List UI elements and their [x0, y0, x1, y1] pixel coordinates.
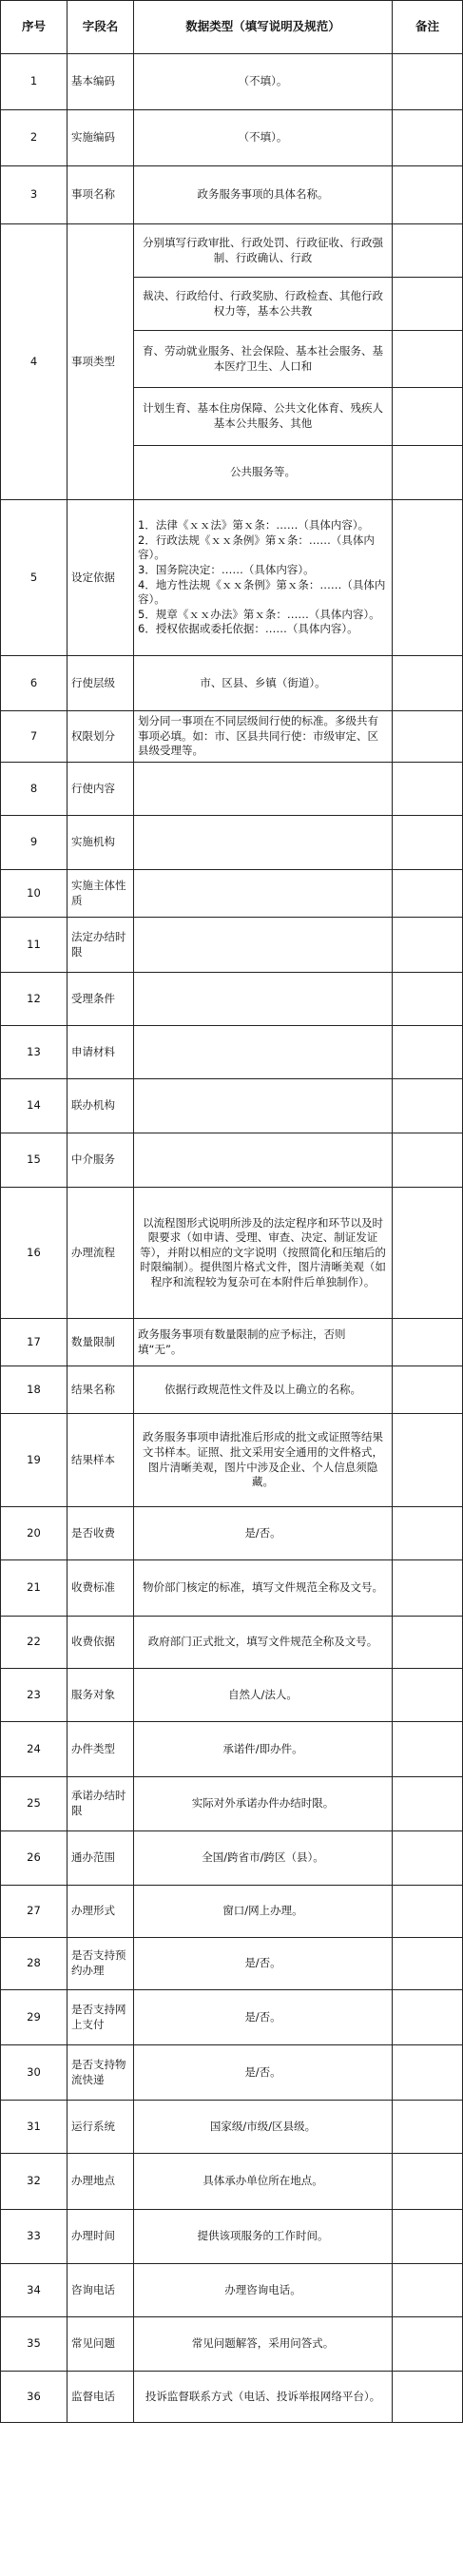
legal-basis-line: 4．地方性法规《ｘｘ条例》第ｘ条：……（具体内容）。 [138, 577, 386, 607]
row-note [393, 1722, 463, 1777]
row-description: 是/否。 [134, 2045, 393, 2101]
row-number: 13 [1, 1026, 68, 1079]
row-number: 7 [1, 711, 68, 763]
row-description [134, 1026, 393, 1079]
row-description: 依据行政规范性文件及以上确立的名称。 [134, 1366, 393, 1414]
row-description: 政务服务事项有数量限制的应予标注，否则填“无”。 [134, 1319, 393, 1366]
row-number: 29 [1, 1990, 68, 2045]
row-field-name: 联办机构 [68, 1079, 134, 1133]
row-number: 16 [1, 1188, 68, 1319]
row-number: 20 [1, 1507, 68, 1560]
row-description: 是/否。 [134, 1990, 393, 2045]
row-number: 27 [1, 1886, 68, 1938]
row-note [393, 2210, 463, 2264]
row-note [393, 1133, 463, 1188]
row-field-name: 办理时间 [68, 2210, 134, 2264]
row-note [393, 54, 463, 110]
row-field-name: 服务对象 [68, 1669, 134, 1722]
row-field-name: 结果名称 [68, 1366, 134, 1414]
row-note [393, 918, 463, 973]
table-row [1, 1990, 463, 2045]
table-row [1, 2210, 463, 2264]
row-description: （不填）。 [134, 54, 393, 110]
row-note [393, 763, 463, 816]
row-description: 划分同一事项在不同层级间行使的标准。多级共有事项必填。如：市、区县共同行使：市级审定、区县级受理等。 [134, 711, 393, 763]
row-number: 8 [1, 763, 68, 816]
row-number: 11 [1, 918, 68, 973]
row-description: 窗口/网上办理。 [134, 1886, 393, 1938]
row-description-part: 分别填写行政审批、行政处罚、行政征收、行政强制、行政确认、行政 [134, 224, 393, 278]
row-field-name: 行使层级 [68, 656, 134, 711]
row-field-name: 是否支持预约办理 [68, 1938, 134, 1990]
row-field-name: 法定办结时限 [68, 918, 134, 973]
row-note [393, 224, 463, 278]
table-row [1, 2264, 463, 2317]
row-description: 投诉监督联系方式（电话、投诉举报网络平台）。 [134, 2372, 393, 2423]
row-note [393, 1831, 463, 1886]
row-field-name: 办理形式 [68, 1886, 134, 1938]
row-description: 是/否。 [134, 1938, 393, 1990]
row-field-name: 监督电话 [68, 2372, 134, 2423]
row-field-name: 是否支持网上支付 [68, 1990, 134, 2045]
table-row [1, 1079, 463, 1133]
row-note [393, 1777, 463, 1831]
row-field-name: 通办范围 [68, 1831, 134, 1886]
row-description: 实际对外承诺办件办结时限。 [134, 1777, 393, 1831]
row-field-name: 事项类型 [68, 224, 134, 500]
row-note [393, 2101, 463, 2154]
row-field-name: 收费依据 [68, 1617, 134, 1669]
table-row [1, 1617, 463, 1669]
row-number: 32 [1, 2154, 68, 2210]
table-row [1, 110, 463, 166]
row-number: 1 [1, 54, 68, 110]
row-note [393, 1026, 463, 1079]
row-description [134, 500, 393, 656]
row-note [393, 500, 463, 656]
row-number: 5 [1, 500, 68, 656]
row-note [393, 166, 463, 224]
row-description [134, 763, 393, 816]
row-field-name: 办理流程 [68, 1188, 134, 1319]
table-row [1, 2317, 463, 2372]
row-note [393, 1188, 463, 1319]
row-note [393, 816, 463, 870]
table-row [1, 1722, 463, 1777]
row-field-name: 行使内容 [68, 763, 134, 816]
row-field-name: 咨询电话 [68, 2264, 134, 2317]
row-field-name: 申请材料 [68, 1026, 134, 1079]
row-note [393, 2372, 463, 2423]
table-row [1, 918, 463, 973]
row-number: 17 [1, 1319, 68, 1366]
table-row [1, 711, 463, 763]
row-field-name: 是否收费 [68, 1507, 134, 1560]
row-number: 12 [1, 973, 68, 1026]
row-note [393, 1938, 463, 1990]
row-field-name: 承诺办结时限 [68, 1777, 134, 1831]
row-description: 是/否。 [134, 1507, 393, 1560]
row-description: 国家级/市级/区县级。 [134, 2101, 393, 2154]
row-field-name: 办理地点 [68, 2154, 134, 2210]
row-description: 自然人/法人。 [134, 1669, 393, 1722]
table-row [1, 1886, 463, 1938]
row-number: 3 [1, 166, 68, 224]
row-number: 35 [1, 2317, 68, 2372]
row-number: 6 [1, 656, 68, 711]
table-row [1, 763, 463, 816]
table-row [1, 1026, 463, 1079]
table-row [1, 2154, 463, 2210]
row-number: 14 [1, 1079, 68, 1133]
row-description: 以流程图形式说明所涉及的法定程序和环节以及时限要求（如申请、受理、审查、决定、制证发证等），并附以相应的文字说明（按照简化和压缩后的时限编制）。提供图片格式文件，图片清晰美观（如程序和流程较为复杂可在本附件后单独制作）。 [134, 1188, 393, 1319]
row-description: 政务服务事项申请批准后形成的批文或证照等结果文书样本。证照、批文采用安全通用的文件格式，图片清晰美观，图片中涉及企业、个人信息须隐藏。 [134, 1414, 393, 1507]
row-number: 36 [1, 2372, 68, 2423]
table-row [1, 54, 463, 110]
table-row [1, 1831, 463, 1886]
row-note [393, 1669, 463, 1722]
row-note [393, 711, 463, 763]
row-description: 政府部门正式批文，填写文件规范全称及文号。 [134, 1617, 393, 1669]
legal-basis-line: 6．授权依据或委托依据：……（具体内容）。 [138, 622, 358, 636]
table-row [1, 1188, 463, 1319]
row-number: 9 [1, 816, 68, 870]
row-field-name: 基本编码 [68, 54, 134, 110]
table-row [1, 2101, 463, 2154]
row-note [393, 1990, 463, 2045]
table-row [1, 1133, 463, 1188]
row-description: 市、区县、乡镇（街道）。 [134, 656, 393, 711]
row-number: 28 [1, 1938, 68, 1990]
row-number: 18 [1, 1366, 68, 1414]
row-note [393, 2154, 463, 2210]
row-note [393, 1886, 463, 1938]
row-note [393, 870, 463, 918]
row-number: 15 [1, 1133, 68, 1188]
table-row [1, 973, 463, 1026]
row-number: 4 [1, 224, 68, 500]
row-note [393, 2317, 463, 2372]
row-note [393, 388, 463, 446]
table-row [1, 2045, 463, 2101]
row-description: （不填）。 [134, 110, 393, 166]
table-row [1, 1319, 463, 1366]
row-note [393, 1319, 463, 1366]
header-note: 备注 [393, 1, 463, 54]
row-number: 25 [1, 1777, 68, 1831]
row-field-name: 结果样本 [68, 1414, 134, 1507]
legal-basis-line: 5．规章《ｘｘ办法》第ｘ条：……（具体内容）。 [138, 607, 380, 621]
row-number: 2 [1, 110, 68, 166]
row-description-part: 计划生育、基本住房保障、公共文化体育、残疾人基本公共服务、其他 [134, 388, 393, 446]
row-field-name: 常见问题 [68, 2317, 134, 2372]
row-note [393, 446, 463, 500]
row-description [134, 918, 393, 973]
row-description-part: 裁决、行政给付、行政奖励、行政检查、其他行政权力等，基本公共教 [134, 278, 393, 331]
row-number: 30 [1, 2045, 68, 2101]
row-description-part: 育、劳动就业服务、社会保险、基本社会服务、基本医疗卫生、人口和 [134, 331, 393, 388]
table-row [1, 166, 463, 224]
row-description: 物价部门核定的标准，填写文件规范全称及文号。 [134, 1560, 393, 1617]
row-field-name: 设定依据 [68, 500, 134, 656]
table-row [1, 1366, 463, 1414]
row-note [393, 2045, 463, 2101]
row-field-name: 数量限制 [68, 1319, 134, 1366]
row-field-name: 运行系统 [68, 2101, 134, 2154]
row-note [393, 1414, 463, 1507]
row-number: 33 [1, 2210, 68, 2264]
row-note [393, 1560, 463, 1617]
row-description: 常见问题解答，采用问答式。 [134, 2317, 393, 2372]
row-description [134, 1079, 393, 1133]
row-description: 承诺件/即办件。 [134, 1722, 393, 1777]
row-field-name: 收费标准 [68, 1560, 134, 1617]
row-description: 办理咨询电话。 [134, 2264, 393, 2317]
row-description: 政务服务事项的具体名称。 [134, 166, 393, 224]
row-field-name: 权限划分 [68, 711, 134, 763]
row-note [393, 278, 463, 331]
table-row [1, 1560, 463, 1617]
row-note [393, 331, 463, 388]
row-field-name: 实施主体性质 [68, 870, 134, 918]
table-row [1, 1414, 463, 1507]
row-description [134, 973, 393, 1026]
row-number: 21 [1, 1560, 68, 1617]
legal-basis-line: 1．法律《ｘｘ法》第ｘ条：……（具体内容）。 [138, 518, 370, 533]
table-row [1, 816, 463, 870]
row-note [393, 1507, 463, 1560]
row-note [393, 1366, 463, 1414]
row-number: 31 [1, 2101, 68, 2154]
header-field: 字段名 [68, 1, 134, 54]
header-desc: 数据类型（填写说明及规范） [134, 1, 393, 54]
row-field-name: 实施编码 [68, 110, 134, 166]
row-field-name: 受理条件 [68, 973, 134, 1026]
legal-basis-line: 3．国务院决定：……（具体内容）。 [138, 562, 315, 576]
table-row [1, 500, 463, 656]
row-description: 全国/跨省市/跨区（县）。 [134, 1831, 393, 1886]
row-field-name: 事项名称 [68, 166, 134, 224]
row-description [134, 1133, 393, 1188]
table-row [1, 1507, 463, 1560]
row-number: 34 [1, 2264, 68, 2317]
row-description-part: 公共服务等。 [134, 446, 393, 500]
row-note [393, 1079, 463, 1133]
row-note [393, 656, 463, 711]
row-field-name: 是否支持物流快递 [68, 2045, 134, 2101]
table-row [1, 656, 463, 711]
row-description: 提供该项服务的工作时间。 [134, 2210, 393, 2264]
header-no: 序号 [1, 1, 68, 54]
row-number: 23 [1, 1669, 68, 1722]
table-row [1, 1669, 463, 1722]
table-row [1, 870, 463, 918]
table-row [1, 2372, 463, 2423]
row-description: 具体承办单位所在地点。 [134, 2154, 393, 2210]
row-field-name: 办件类型 [68, 1722, 134, 1777]
legal-basis-line: 2．行政法规《ｘｘ条例》第ｘ条：……（具体内容）。 [138, 533, 375, 562]
row-number: 26 [1, 1831, 68, 1886]
table-row [1, 1777, 463, 1831]
row-number: 10 [1, 870, 68, 918]
header-row [1, 1, 463, 54]
row-description [134, 816, 393, 870]
table-row [1, 1938, 463, 1990]
row-number: 24 [1, 1722, 68, 1777]
row-description [134, 870, 393, 918]
row-note [393, 110, 463, 166]
row-note [393, 2264, 463, 2317]
row-number: 19 [1, 1414, 68, 1507]
row-note [393, 1617, 463, 1669]
row-field-name: 实施机构 [68, 816, 134, 870]
table-row [1, 224, 463, 278]
row-note [393, 973, 463, 1026]
row-field-name: 中介服务 [68, 1133, 134, 1188]
row-number: 22 [1, 1617, 68, 1669]
